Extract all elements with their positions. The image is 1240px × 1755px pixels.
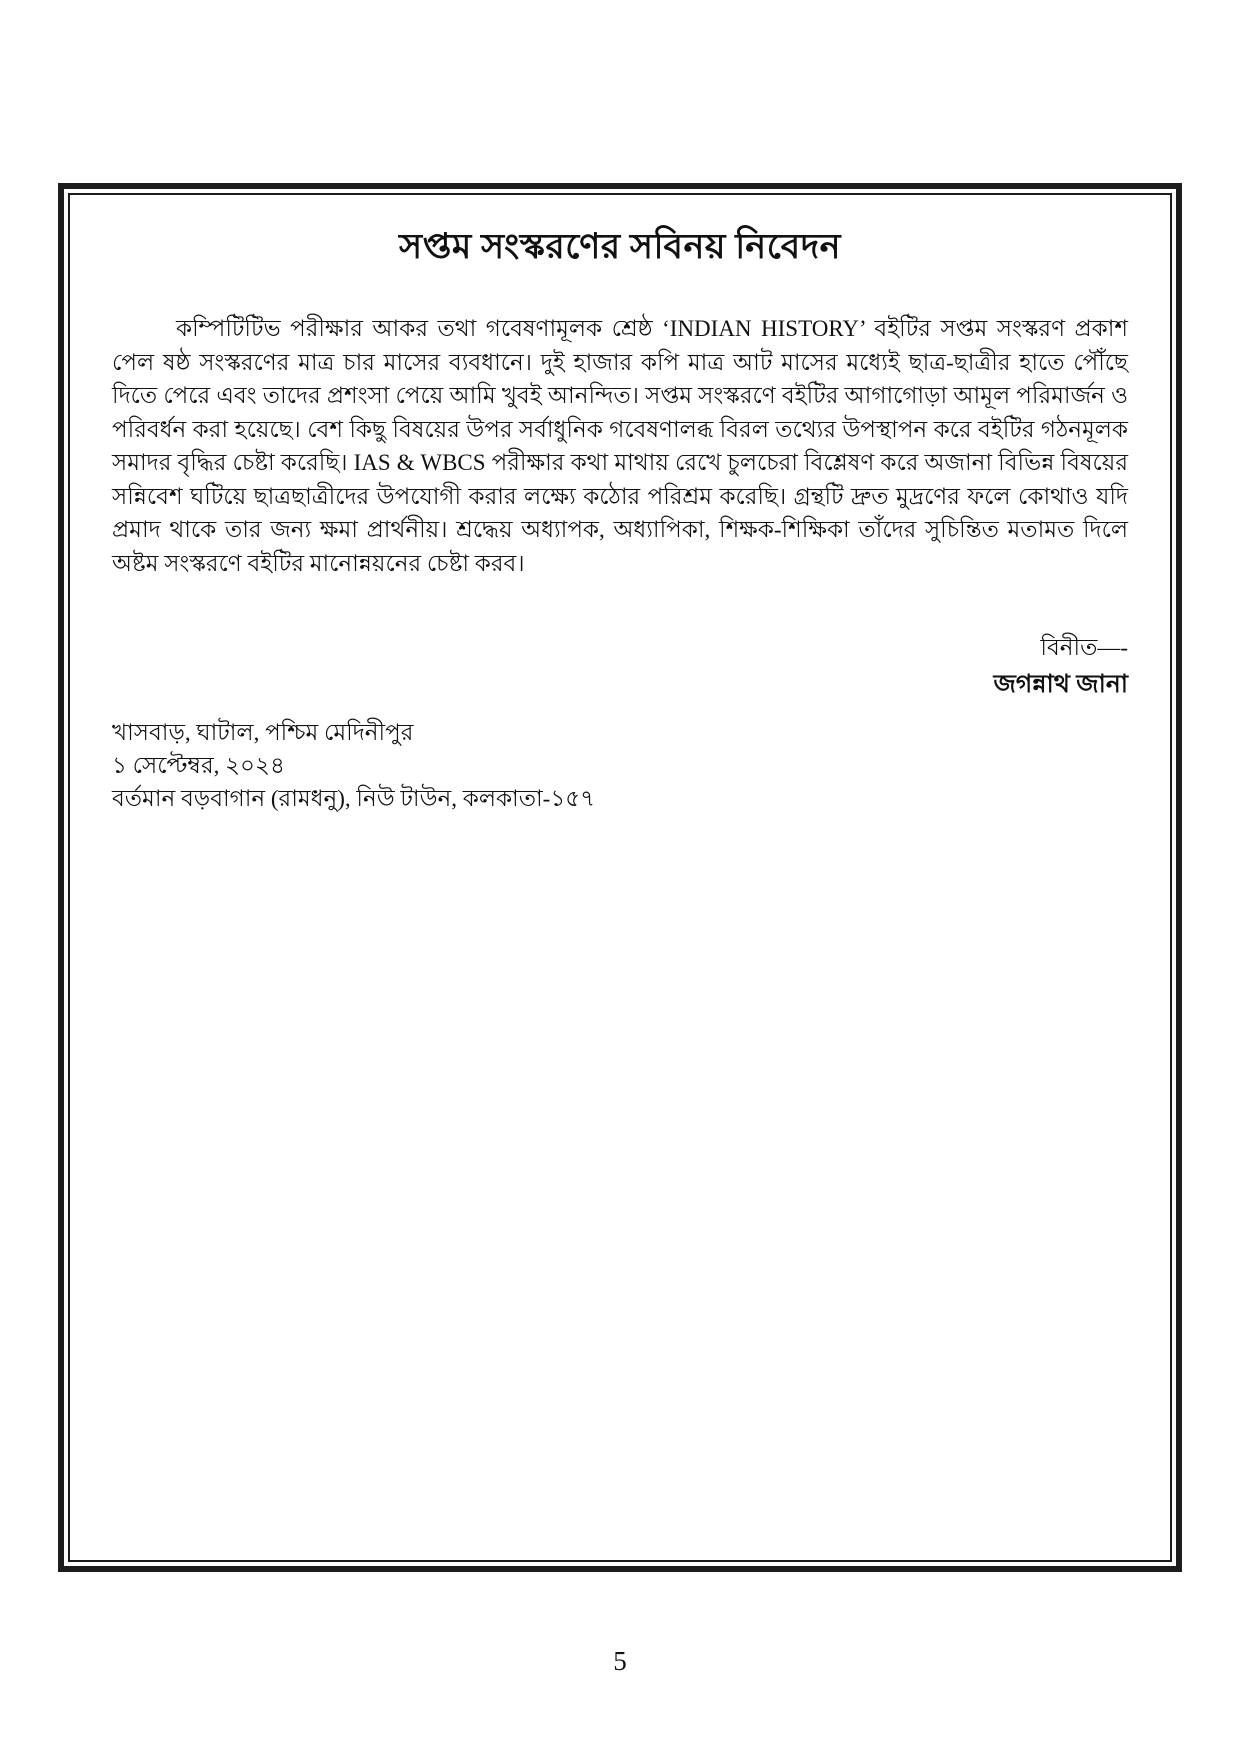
date-line: ১ সেপ্টেম্বর, ২০২৪ <box>112 753 285 778</box>
signature-block <box>110 632 1130 702</box>
address-block <box>110 716 1130 815</box>
page-number: 5 <box>613 1646 627 1676</box>
author-name: জগন্নাথ জানা <box>993 671 1128 698</box>
page-border-inner-frame <box>68 193 1172 1562</box>
address-line-current: বর্তমান বড়বাগান (রামধনু), নিউ টাউন, কলকাতা-১৫৭ <box>112 786 596 811</box>
section-title: সপ্তম সংস্করণের সবিনয় নিবেদন <box>398 227 842 266</box>
signature-salutation: বিনীত—- <box>1040 635 1128 660</box>
preface-paragraph: কম্পিটিটিভ পরীক্ষার আকর তথা গবেষণামূলক শ্রেষ্ঠ ‘INDIAN HISTORY’ বইটির সপ্তম সংস্করণ প্রকাশ পেল ষষ্ঠ সংস্করণের মাত্র চার মাসের ব্যবধানে। দুই হাজার কপি মাত্র আট মাসের মধ্যেই ছাত্র-ছাত্রীর হাতে পৌঁছে দিতে পেরে এবং তাদের প্রশংসা পেয়ে আমি খুবই আনন্দিত। সপ্তম সংস্করণে বইটির আগাগোড়া আমূল পরিমার্জন ও পরিবর্ধন করা হয়েছে। বেশ কিছু বিষয়ের উপর সর্বাধুনিক গবেষণালব্ধ বিরল তথ্যের উপস্থাপন করে বইটির গঠনমূলক সমাদর বৃদ্ধির চেষ্টা করেছি। IAS & WBCS পরীক্ষার কথা মাথায় রেখে চুলচেরা বিশ্লেষণ করে অজানা বিভিন্ন বিষয়ের সন্নিবেশ ঘটিয়ে ছাত্রছাত্রীদের উপযোগী করার লক্ষ্যে কঠোর পরিশ্রম করেছি। গ্রন্থটি দ্রুত মুদ্রণের ফলে কোথাও যদি প্রমাদ থাকে তার জন্য ক্ষমা প্রার্থনীয়। শ্রদ্ধেয় অধ্যাপক, অধ্যাপিকা, শিক্ষক-শিক্ষিকা তাঁদের সুচিন্তিত মতামত দিলে অষ্টম সংস্করণে বইটির মানোন্নয়নের চেষ্টা করব। <box>112 316 1128 576</box>
address-line-location: খাসবাড়, ঘাটাল, পশ্চিম মেদিনীপুর <box>112 720 414 745</box>
page-border-frame <box>58 183 1182 1572</box>
